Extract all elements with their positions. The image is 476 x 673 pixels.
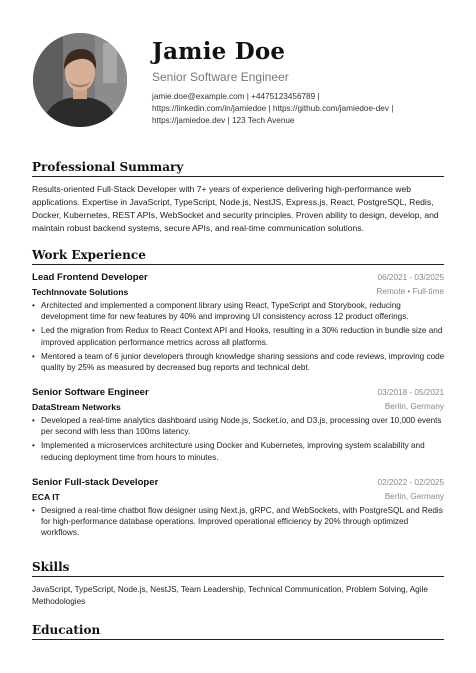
list-item: • Developed a real-time analytics dashboard using Node.js, Socket.io, and D3.js, processing over 10,000 events per second with less than 100ms latency. (32, 415, 446, 437)
job-dates: 03/2018 - 05/2021 (377, 388, 444, 397)
job-title: Senior Software Engineer (32, 387, 149, 398)
contact-line: https://linkedin.com/in/jamiedoe | https://github.com/jamiedoe-dev | (152, 104, 394, 113)
section-title-summary: Professional Summary (32, 160, 444, 177)
summary-text: Results-oriented Full-Stack Developer with 7+ years of experience delivering high-performance web applications. Expertise in JavaScript, TypeScript, Node.js, NestJS, Express.js, React, PostgreSQL, Redis, Docker, Kubernetes, REST APIs, WebSocket and security principles. Proven ability to design, develop, and maintain robust backend systems, secure APIs, and real-time communication solutions. (32, 184, 439, 233)
job-location: Remote • Full-time (376, 287, 444, 296)
list-item: • Implemented a microservices architecture using Docker and Kubernetes, improving system scalability and reducing deployment time from hours to minutes. (32, 440, 446, 462)
list-item: • Mentored a team of 6 junior developers through knowledge sharing sessions and code reviews, improving code quality by 25% as measured by decreased bug reports and technical debt. (32, 351, 446, 373)
skills-text: JavaScript, TypeScript, Node.js, NestJS, Team Leadership, Technical Communication, Problem Solving, Agile Methodologies (32, 585, 428, 606)
job-location: Berlin, Germany (384, 492, 444, 501)
list-item: • Led the migration from Redux to React Context API and Hooks, resulting in a 30% reduction in bundle size and improved application performance metrics across all platforms. (32, 325, 446, 347)
contact-info (152, 91, 452, 127)
list-item: • Architected and implemented a component library using React, TypeScript and Storybook, reducing development time for new features by 40% and improving UI consistency across 12 product offerings. (32, 300, 446, 322)
list-item: • Designed a real-time chatbot flow designer using Next.js, gRPC, and WebSockets, with PostgreSQL and Redis for high-performance database operations. Improved operational efficiency by 20% through optimized workflows. (32, 505, 446, 539)
candidate-role: Senior Software Engineer (152, 70, 289, 84)
job-title: Lead Frontend Developer (32, 272, 148, 283)
job-company: TechInnovate Solutions (32, 287, 129, 297)
job-company: ECA IT (32, 492, 60, 502)
job-location: Berlin, Germany (384, 402, 444, 411)
profile-photo (33, 33, 127, 127)
section-title-skills: Skills (32, 560, 444, 577)
job-bullets (32, 300, 446, 376)
job-dates: 02/2022 - 02/2025 (377, 478, 444, 487)
contact-line: https://jamiedoe.dev | 123 Tech Avenue (152, 116, 295, 125)
job-bullets (32, 415, 446, 466)
section-title-education: Education (32, 623, 444, 640)
section-title-experience: Work Experience (32, 248, 444, 265)
job-company: DataStream Networks (32, 402, 121, 412)
portrait-image (33, 33, 127, 127)
contact-line: jamie.doe@example.com | +4475123456789 | (152, 92, 320, 101)
job-title: Senior Full-stack Developer (32, 477, 159, 488)
job-bullets (32, 505, 446, 542)
job-dates: 06/2021 - 03/2025 (377, 273, 444, 282)
candidate-name: Jamie Doe (152, 38, 286, 65)
